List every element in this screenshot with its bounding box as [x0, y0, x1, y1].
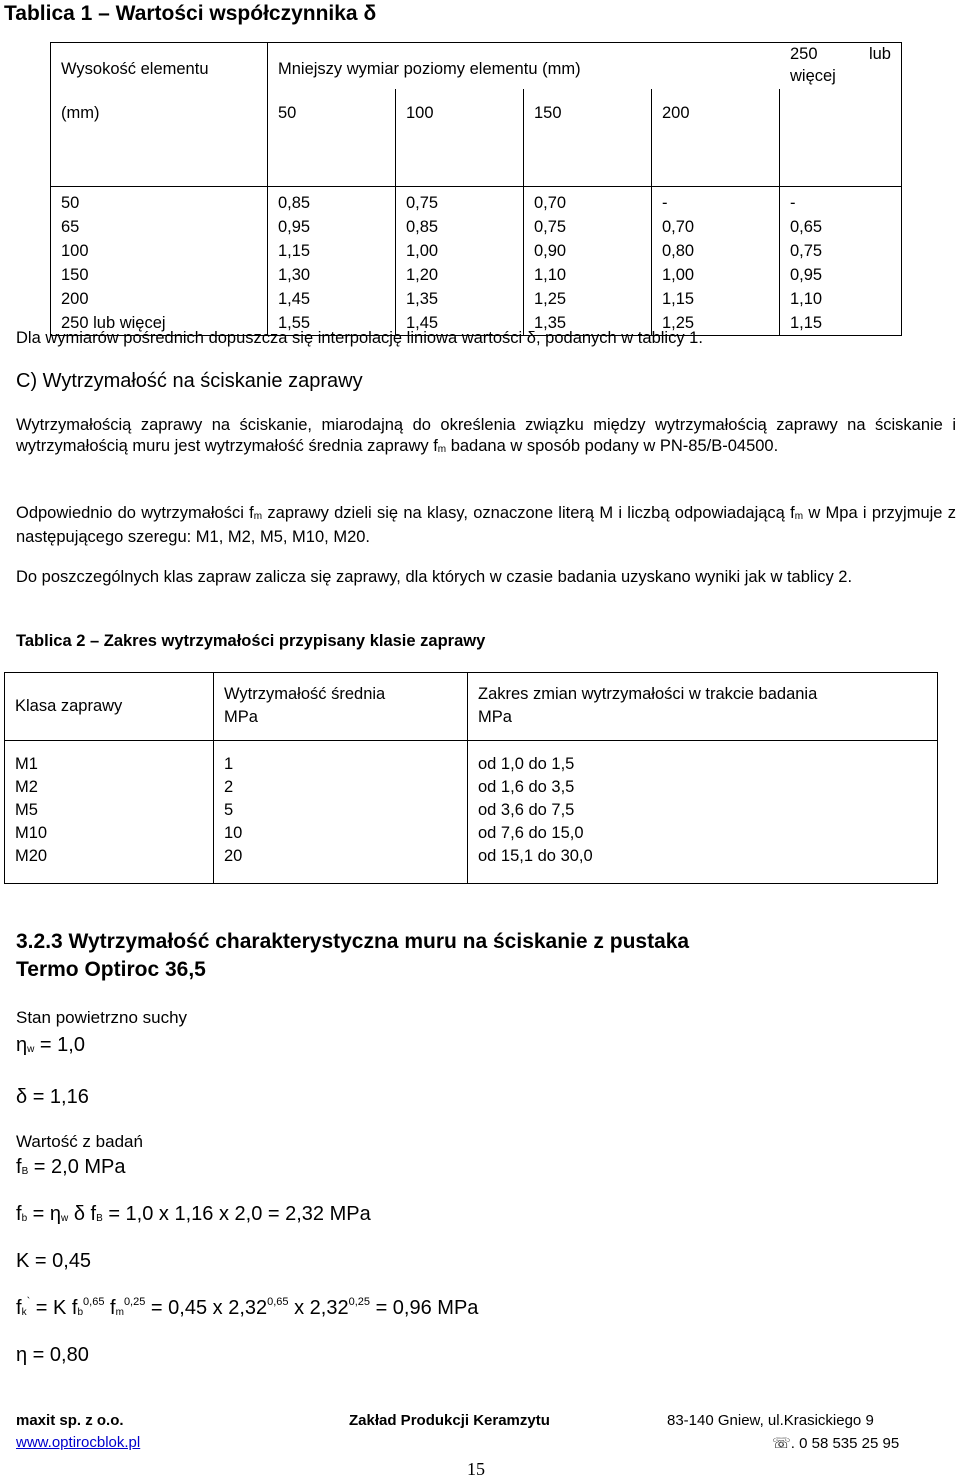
fb-b: = η	[27, 1203, 62, 1225]
range-value: od 7,6 do 15,0	[478, 824, 584, 842]
coef-value: 0,95	[790, 266, 823, 284]
coef-value: 1,45	[406, 314, 439, 332]
para2-sub2: m	[794, 511, 804, 522]
table1-col250-cell	[780, 187, 902, 336]
table1-col100-cell	[396, 187, 524, 336]
section-323-heading-line2: Termo Optiroc 36,5	[16, 958, 206, 981]
fk-b: = K f	[30, 1297, 78, 1319]
footer-phone: ☏. 0 58 535 25 95	[772, 1435, 900, 1452]
class-value: M10	[15, 824, 48, 842]
delta-formula: δ = 1,16	[16, 1086, 89, 1108]
table1-col-head-50	[268, 89, 396, 187]
mean-value: 10	[224, 824, 243, 842]
table1	[50, 42, 902, 336]
table1-header-height-label: Wysokość elementu	[61, 60, 209, 78]
coef-value: 1,55	[278, 314, 311, 332]
footer-website-link[interactable]: www.optirocblok.pl	[16, 1434, 141, 1451]
coef-value: 0,70	[662, 218, 695, 236]
fk-f: = 0,96 MPa	[370, 1297, 479, 1319]
fb-sub-b: b	[21, 1213, 28, 1224]
table1-col50-cell	[268, 187, 396, 336]
fB-sub: B	[21, 1166, 29, 1177]
interpolation-note: Dla wymiarów pośrednich dopuszcza się interpolację liniowa wartości δ, podanych w tablicy 1.	[16, 329, 703, 347]
class-value: M1	[15, 755, 38, 773]
state-label: Stan powietrzno suchy	[16, 1008, 188, 1027]
coef-value: 1,10	[790, 290, 823, 308]
para1-sub: m	[437, 444, 447, 455]
table2-title: Tablica 2 – Zakres wytrzymałości przypisany klasie zaprawy	[16, 632, 486, 650]
coef-value: 1,45	[278, 290, 311, 308]
table2-head-range	[468, 673, 938, 741]
K-formula: K = 0,45	[16, 1250, 92, 1272]
coef-value: 0,90	[534, 242, 567, 260]
height-value: 65	[61, 218, 80, 236]
eta-w-sub: w	[27, 1044, 35, 1055]
height-value: 250 lub więcej	[61, 314, 166, 332]
footer-company: maxit sp. z o.o.	[16, 1412, 124, 1429]
table2-head-range-label: Zakres zmian wytrzymałości w trakcie badania	[478, 685, 818, 703]
table2-head-mean-label: Wytrzymałość średnia	[224, 685, 386, 703]
col-head-200: 200	[662, 103, 690, 122]
table1-header-unit	[51, 89, 268, 187]
fk-d: = 0,45 x 2,32	[145, 1297, 268, 1319]
coef-value: 0,70	[534, 194, 567, 212]
col-head-150: 150	[534, 103, 562, 122]
table2-classes-cell	[5, 741, 214, 884]
fk-a: f	[16, 1297, 22, 1319]
class-value: M20	[15, 847, 48, 865]
coef-value: -	[790, 194, 796, 212]
section-c-para1	[16, 415, 956, 460]
range-value: od 1,6 do 3,5	[478, 778, 575, 796]
fk-sub-k: k	[21, 1307, 27, 1318]
coef-value: 1,35	[534, 314, 567, 332]
mean-value: 2	[224, 778, 234, 796]
coef-value: 1,15	[790, 314, 823, 332]
col-head-250-c: więcej	[790, 66, 836, 85]
section-323-heading	[16, 928, 689, 984]
fk-formula	[16, 1296, 478, 1320]
coef-value: 1,25	[534, 290, 567, 308]
coef-value: 1,20	[406, 266, 439, 284]
coef-value: 0,85	[406, 218, 439, 236]
eta-w-formula	[16, 1034, 85, 1057]
section-c-para3: Do poszczególnych klas zapraw zalicza się zaprawy, dla których w czasie badania uzyskano wyniki jak w tablicy 2.	[16, 568, 853, 586]
table2-head-mean	[214, 673, 468, 741]
fk-sup-065b: 0,65	[267, 1296, 289, 1308]
coef-value: 0,85	[278, 194, 311, 212]
footer-plant: Zakład Produkcji Keramzytu	[349, 1412, 550, 1429]
eta-w-value: = 1,0	[34, 1034, 85, 1056]
col-head-100: 100	[406, 103, 434, 122]
fb-formula	[16, 1203, 371, 1226]
table1-col200-cell	[652, 187, 780, 336]
coef-value: 1,15	[278, 242, 311, 260]
coef-value: -	[662, 194, 668, 212]
fk-sub-b: b	[77, 1307, 84, 1318]
page-number: 15	[467, 1459, 485, 1479]
table1-heights-cell	[51, 187, 268, 336]
table1-col-head-100	[396, 89, 524, 187]
table2-head-range-unit: MPa	[478, 708, 512, 726]
fb-c: δ f	[68, 1203, 97, 1225]
fb-a: f	[16, 1203, 22, 1225]
class-value: M5	[15, 801, 38, 819]
table1-col-head-250	[780, 44, 902, 187]
table2-ranges-cell	[468, 741, 938, 884]
fk-sup-025: 0,25	[123, 1296, 146, 1308]
fb-d: = 1,0 x 1,16 x 2,0 = 2,32 MPa	[102, 1203, 371, 1225]
eta-formula: η = 0,80	[16, 1344, 89, 1366]
mean-value: 1	[224, 755, 234, 773]
coef-value: 0,65	[790, 218, 823, 236]
coef-value: 1,10	[534, 266, 567, 284]
section-c-para2	[16, 503, 956, 548]
coef-value: 1,15	[662, 290, 695, 308]
para1-text-b: badana w sposób podany w PN-85/B-04500.	[446, 437, 779, 455]
coef-value: 1,00	[662, 266, 695, 284]
table1-col-head-200	[652, 89, 780, 187]
para2-text-b: zaprawy dzieli się na klasy, oznaczone literą M i liczbą odpowiadającą f	[262, 504, 795, 522]
para2-text-c: w Mpa i przyjmuje z następującego szeregu: M1, M2, M5, M10, M20.	[16, 504, 956, 546]
coef-value: 1,00	[406, 242, 439, 260]
table1-title: Tablica 1 – Wartości współczynnika δ	[4, 2, 377, 25]
fk-e: x 2,32	[288, 1297, 349, 1319]
table1-header-unit-label: (mm)	[61, 103, 100, 122]
coef-value: 0,95	[278, 218, 311, 236]
table1-header-dim-label: Mniejszy wymiar poziomy elementu (mm)	[278, 60, 581, 78]
table2-head-class-label: Klasa zaprawy	[15, 697, 123, 715]
table2-head-class	[5, 673, 214, 741]
fB-value: = 2,0 MPa	[28, 1156, 126, 1178]
para1-text-a: Wytrzymałością zaprawy na ściskanie, miarodajną do określenia związku między wytrzymałością zaprawy na ściskanie i wytrzymałością muru jest wytrzymałość średnia zaprawy f	[16, 416, 956, 455]
eta-w-symbol: η	[16, 1034, 28, 1056]
coef-value: 1,30	[278, 266, 311, 284]
from-tests-label: Wartość z badań	[16, 1132, 143, 1151]
col-head-50: 50	[278, 103, 297, 122]
coef-value: 0,80	[662, 242, 695, 260]
table2-head-mean-unit: MPa	[224, 708, 258, 726]
coef-value: 0,75	[406, 194, 439, 212]
fB-formula	[16, 1156, 126, 1179]
section-323-heading-line1: 3.2.3 Wytrzymałość charakterystyczna muru na ściskanie z pustaka	[16, 930, 690, 953]
fk-tick: `	[26, 1296, 31, 1308]
range-value: od 15,1 do 30,0	[478, 847, 593, 865]
table2	[4, 672, 938, 884]
table1-col150-cell	[524, 187, 652, 336]
height-value: 200	[61, 290, 89, 308]
fb-sub-B: B	[96, 1213, 103, 1224]
range-value: od 1,0 do 1,5	[478, 755, 575, 773]
fk-sub-m: m	[115, 1307, 124, 1318]
table2-means-cell	[214, 741, 468, 884]
col-head-250-a: 250	[790, 44, 818, 63]
height-value: 100	[61, 242, 89, 260]
range-value: od 3,6 do 7,5	[478, 801, 575, 819]
coef-value: 1,25	[662, 314, 695, 332]
mean-value: 5	[224, 801, 234, 819]
fk-c: f	[104, 1297, 116, 1319]
fk-sup-065: 0,65	[83, 1296, 105, 1308]
footer-address: 83-140 Gniew, ul.Krasickiego 9	[667, 1412, 874, 1429]
mean-value: 20	[224, 847, 243, 865]
height-value: 50	[61, 194, 80, 212]
fB-symbol: f	[16, 1156, 22, 1178]
coef-value: 1,35	[406, 290, 439, 308]
table1-col-head-150	[524, 89, 652, 187]
class-value: M2	[15, 778, 38, 796]
height-value: 150	[61, 266, 89, 284]
para2-text-a: Odpowiednio do wytrzymałości f	[16, 504, 254, 522]
col-head-250-b: lub	[868, 44, 891, 63]
section-c-heading: C) Wytrzymałość na ściskanie zaprawy	[16, 370, 363, 392]
coef-value: 0,75	[534, 218, 567, 236]
fk-sup-025b: 0,25	[348, 1296, 371, 1308]
fb-sub-w: w	[61, 1213, 69, 1224]
para2-sub1: m	[253, 511, 263, 522]
table1-header-height	[51, 43, 268, 89]
coef-value: 0,75	[790, 242, 823, 260]
